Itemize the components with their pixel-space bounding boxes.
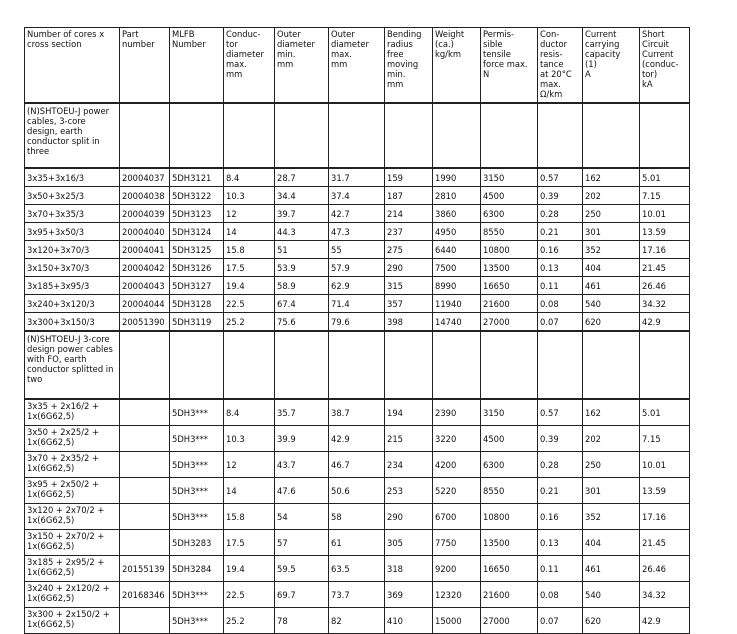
- table-row: [25, 205, 690, 223]
- resistance-cell: 0.57: [538, 168, 583, 187]
- resistance-cell: 0.07: [538, 608, 583, 634]
- conductor-diameter-cell: 15.8: [224, 504, 275, 530]
- table-row: [25, 313, 690, 332]
- short-circuit-cell: 5.01: [640, 168, 690, 187]
- table-row: [25, 530, 690, 556]
- part-number-cell: 20004039: [120, 205, 170, 223]
- bending-radius-cell: 398: [385, 313, 433, 332]
- weight-cell: 12320: [433, 582, 481, 608]
- mlfb-cell: 5DH3***: [170, 399, 224, 426]
- weight-cell: 6440: [433, 241, 481, 259]
- weight-cell: 2810: [433, 187, 481, 205]
- short-circuit-cell: 26.46: [640, 556, 690, 582]
- outer-max-cell: 62.9: [329, 277, 385, 295]
- bending-radius-cell: 237: [385, 223, 433, 241]
- table-row: [25, 277, 690, 295]
- weight-cell: 9200: [433, 556, 481, 582]
- cores-cell: 3x50+3x25/3: [25, 187, 120, 205]
- outer-min-cell: 59.5: [275, 556, 329, 582]
- part-number-cell: [120, 530, 170, 556]
- resistance-cell: 0.07: [538, 313, 583, 332]
- current-capacity-cell: 162: [583, 399, 640, 426]
- outer-max-cell: 82: [329, 608, 385, 634]
- header-mlfb-number: MLFB Number: [170, 28, 224, 104]
- current-capacity-cell: 461: [583, 277, 640, 295]
- short-circuit-cell: 26.46: [640, 277, 690, 295]
- cores-cell: 3x35+3x16/3: [25, 168, 120, 187]
- conductor-diameter-cell: 14: [224, 223, 275, 241]
- outer-max-cell: 79.6: [329, 313, 385, 332]
- bending-radius-cell: 290: [385, 259, 433, 277]
- cores-cell: 3x300 + 2x150/2 + 1x(6G62,5): [25, 608, 120, 634]
- resistance-cell: 0.13: [538, 259, 583, 277]
- outer-max-cell: 58: [329, 504, 385, 530]
- resistance-cell: 0.21: [538, 478, 583, 504]
- bending-radius-cell: 305: [385, 530, 433, 556]
- resistance-cell: 0.21: [538, 223, 583, 241]
- cores-cell: 3x240+3x120/3: [25, 295, 120, 313]
- cores-cell: 3x70 + 2x35/2 + 1x(6G62,5): [25, 452, 120, 478]
- cores-cell: 3x300+3x150/3: [25, 313, 120, 332]
- bending-radius-cell: 234: [385, 452, 433, 478]
- table-row: [25, 399, 690, 426]
- weight-cell: 4950: [433, 223, 481, 241]
- outer-min-cell: 35.7: [275, 399, 329, 426]
- mlfb-cell: 5DH3***: [170, 426, 224, 452]
- outer-max-cell: 73.7: [329, 582, 385, 608]
- mlfb-cell: 5DH3***: [170, 478, 224, 504]
- tensile-force-cell: 13500: [481, 530, 538, 556]
- current-capacity-cell: 620: [583, 313, 640, 332]
- part-number-cell: 20004041: [120, 241, 170, 259]
- short-circuit-cell: 5.01: [640, 399, 690, 426]
- part-number-cell: 20004040: [120, 223, 170, 241]
- weight-cell: 1990: [433, 168, 481, 187]
- resistance-cell: 0.11: [538, 277, 583, 295]
- cable-spec-document: [24, 27, 690, 634]
- mlfb-cell: 5DH3284: [170, 556, 224, 582]
- outer-max-cell: 47.3: [329, 223, 385, 241]
- current-capacity-cell: 404: [583, 530, 640, 556]
- weight-cell: 7500: [433, 259, 481, 277]
- cores-cell: 3x185 + 2x95/2 + 1x(6G62,5): [25, 556, 120, 582]
- tensile-force-cell: 6300: [481, 205, 538, 223]
- cores-cell: 3x50 + 2x25/2 + 1x(6G62,5): [25, 426, 120, 452]
- bending-radius-cell: 187: [385, 187, 433, 205]
- current-capacity-cell: 352: [583, 504, 640, 530]
- weight-cell: 8990: [433, 277, 481, 295]
- outer-min-cell: 57: [275, 530, 329, 556]
- current-capacity-cell: 162: [583, 168, 640, 187]
- resistance-cell: 0.28: [538, 452, 583, 478]
- table-row: [25, 295, 690, 313]
- current-capacity-cell: 540: [583, 582, 640, 608]
- outer-min-cell: 34.4: [275, 187, 329, 205]
- cores-cell: 3x70+3x35/3: [25, 205, 120, 223]
- weight-cell: 14740: [433, 313, 481, 332]
- current-capacity-cell: 461: [583, 556, 640, 582]
- table-row: [25, 582, 690, 608]
- tensile-force-cell: 3150: [481, 168, 538, 187]
- part-number-cell: 20051390: [120, 313, 170, 332]
- tensile-force-cell: 16650: [481, 277, 538, 295]
- mlfb-cell: 5DH3122: [170, 187, 224, 205]
- header-conductor-diameter: Conduc- tor diameter max. mm: [224, 28, 275, 104]
- outer-min-cell: 28.7: [275, 168, 329, 187]
- header-cores-cross-section: Number of cores x cross section: [25, 28, 120, 104]
- section-title: (N)SHTOEU-J power cables, 3-core design, earth conductor split in three: [25, 103, 120, 168]
- cores-cell: 3x95 + 2x50/2 + 1x(6G62,5): [25, 478, 120, 504]
- short-circuit-cell: 7.15: [640, 187, 690, 205]
- tensile-force-cell: 13500: [481, 259, 538, 277]
- section-title: (N)SHTOEU-J 3-core design power cables with FO, earth conductor splitted in two: [25, 331, 120, 399]
- tensile-force-cell: 27000: [481, 313, 538, 332]
- section-header-row: [25, 331, 690, 399]
- resistance-cell: 0.57: [538, 399, 583, 426]
- outer-min-cell: 69.7: [275, 582, 329, 608]
- conductor-diameter-cell: 10.3: [224, 187, 275, 205]
- part-number-cell: 20004038: [120, 187, 170, 205]
- outer-max-cell: 38.7: [329, 399, 385, 426]
- table-row: [25, 168, 690, 187]
- bending-radius-cell: 214: [385, 205, 433, 223]
- outer-max-cell: 46.7: [329, 452, 385, 478]
- table-row: [25, 223, 690, 241]
- resistance-cell: 0.16: [538, 241, 583, 259]
- weight-cell: 3860: [433, 205, 481, 223]
- bending-radius-cell: 253: [385, 478, 433, 504]
- short-circuit-cell: 7.15: [640, 426, 690, 452]
- weight-cell: 5220: [433, 478, 481, 504]
- cores-cell: 3x150 + 2x70/2 + 1x(6G62,5): [25, 530, 120, 556]
- short-circuit-cell: 13.59: [640, 478, 690, 504]
- outer-min-cell: 75.6: [275, 313, 329, 332]
- current-capacity-cell: 540: [583, 295, 640, 313]
- cores-cell: 3x95+3x50/3: [25, 223, 120, 241]
- conductor-diameter-cell: 12: [224, 205, 275, 223]
- tensile-force-cell: 21600: [481, 295, 538, 313]
- tensile-force-cell: 10800: [481, 241, 538, 259]
- bending-radius-cell: 290: [385, 504, 433, 530]
- tensile-force-cell: 8550: [481, 478, 538, 504]
- part-number-cell: 20155139: [120, 556, 170, 582]
- current-capacity-cell: 301: [583, 478, 640, 504]
- tensile-force-cell: 16650: [481, 556, 538, 582]
- tensile-force-cell: 3150: [481, 399, 538, 426]
- header-short-circuit-current: Short Circuit Current (conduc- tor) kA: [640, 28, 690, 104]
- mlfb-cell: 5DH3125: [170, 241, 224, 259]
- cores-cell: 3x35 + 2x16/2 + 1x(6G62,5): [25, 399, 120, 426]
- short-circuit-cell: 34.32: [640, 295, 690, 313]
- header-tensile-force: Permis- sible tensile force max. N: [481, 28, 538, 104]
- cable-spec-table: [24, 27, 690, 634]
- part-number-cell: [120, 399, 170, 426]
- current-capacity-cell: 620: [583, 608, 640, 634]
- cores-cell: 3x120 + 2x70/2 + 1x(6G62,5): [25, 504, 120, 530]
- part-number-cell: 20004043: [120, 277, 170, 295]
- part-number-cell: 20168346: [120, 582, 170, 608]
- short-circuit-cell: 10.01: [640, 452, 690, 478]
- conductor-diameter-cell: 25.2: [224, 608, 275, 634]
- cores-cell: 3x185+3x95/3: [25, 277, 120, 295]
- resistance-cell: 0.08: [538, 295, 583, 313]
- conductor-diameter-cell: 25.2: [224, 313, 275, 332]
- table-row: [25, 504, 690, 530]
- mlfb-cell: 5DH3283: [170, 530, 224, 556]
- resistance-cell: 0.13: [538, 530, 583, 556]
- bending-radius-cell: 315: [385, 277, 433, 295]
- outer-max-cell: 42.9: [329, 426, 385, 452]
- cores-cell: 3x120+3x70/3: [25, 241, 120, 259]
- conductor-diameter-cell: 22.5: [224, 582, 275, 608]
- short-circuit-cell: 21.45: [640, 530, 690, 556]
- mlfb-cell: 5DH3***: [170, 582, 224, 608]
- outer-min-cell: 67.4: [275, 295, 329, 313]
- header-current-capacity: Current carrying capacity (1) A: [583, 28, 640, 104]
- weight-cell: 7750: [433, 530, 481, 556]
- table-row: [25, 452, 690, 478]
- header-outer-diameter-max: Outer diameter max. mm: [329, 28, 385, 104]
- header-bending-radius: Bending radius free moving min. mm: [385, 28, 433, 104]
- outer-max-cell: 50.6: [329, 478, 385, 504]
- outer-min-cell: 54: [275, 504, 329, 530]
- conductor-diameter-cell: 22.5: [224, 295, 275, 313]
- mlfb-cell: 5DH3***: [170, 608, 224, 634]
- weight-cell: 15000: [433, 608, 481, 634]
- mlfb-cell: 5DH3127: [170, 277, 224, 295]
- conductor-diameter-cell: 14: [224, 478, 275, 504]
- current-capacity-cell: 250: [583, 452, 640, 478]
- table-row: [25, 426, 690, 452]
- weight-cell: 2390: [433, 399, 481, 426]
- current-capacity-cell: 202: [583, 187, 640, 205]
- conductor-diameter-cell: 8.4: [224, 168, 275, 187]
- outer-max-cell: 55: [329, 241, 385, 259]
- weight-cell: 6700: [433, 504, 481, 530]
- conductor-diameter-cell: 19.4: [224, 556, 275, 582]
- bending-radius-cell: 410: [385, 608, 433, 634]
- header-outer-diameter-min: Outer diameter min. mm: [275, 28, 329, 104]
- conductor-diameter-cell: 8.4: [224, 399, 275, 426]
- tensile-force-cell: 6300: [481, 452, 538, 478]
- tensile-force-cell: 4500: [481, 187, 538, 205]
- short-circuit-cell: 13.59: [640, 223, 690, 241]
- table-body: [25, 103, 690, 634]
- outer-min-cell: 58.9: [275, 277, 329, 295]
- resistance-cell: 0.08: [538, 582, 583, 608]
- outer-max-cell: 71.4: [329, 295, 385, 313]
- short-circuit-cell: 17.16: [640, 241, 690, 259]
- current-capacity-cell: 404: [583, 259, 640, 277]
- resistance-cell: 0.16: [538, 504, 583, 530]
- bending-radius-cell: 369: [385, 582, 433, 608]
- header-row: [25, 28, 690, 104]
- bending-radius-cell: 159: [385, 168, 433, 187]
- mlfb-cell: 5DH3***: [170, 504, 224, 530]
- table-row: [25, 556, 690, 582]
- part-number-cell: 20004042: [120, 259, 170, 277]
- part-number-cell: [120, 504, 170, 530]
- bending-radius-cell: 194: [385, 399, 433, 426]
- current-capacity-cell: 352: [583, 241, 640, 259]
- conductor-diameter-cell: 10.3: [224, 426, 275, 452]
- weight-cell: 3220: [433, 426, 481, 452]
- short-circuit-cell: 42.9: [640, 608, 690, 634]
- weight-cell: 4200: [433, 452, 481, 478]
- bending-radius-cell: 357: [385, 295, 433, 313]
- table-row: [25, 259, 690, 277]
- part-number-cell: [120, 452, 170, 478]
- tensile-force-cell: 10800: [481, 504, 538, 530]
- resistance-cell: 0.28: [538, 205, 583, 223]
- header-part-number: Part number: [120, 28, 170, 104]
- current-capacity-cell: 301: [583, 223, 640, 241]
- outer-min-cell: 78: [275, 608, 329, 634]
- outer-min-cell: 47.6: [275, 478, 329, 504]
- conductor-diameter-cell: 19.4: [224, 277, 275, 295]
- outer-min-cell: 39.9: [275, 426, 329, 452]
- outer-min-cell: 44.3: [275, 223, 329, 241]
- mlfb-cell: 5DH3126: [170, 259, 224, 277]
- bending-radius-cell: 275: [385, 241, 433, 259]
- outer-max-cell: 57.9: [329, 259, 385, 277]
- resistance-cell: 0.39: [538, 426, 583, 452]
- table-row: [25, 187, 690, 205]
- short-circuit-cell: 34.32: [640, 582, 690, 608]
- tensile-force-cell: 4500: [481, 426, 538, 452]
- conductor-diameter-cell: 12: [224, 452, 275, 478]
- outer-max-cell: 63.5: [329, 556, 385, 582]
- weight-cell: 11940: [433, 295, 481, 313]
- outer-max-cell: 42.7: [329, 205, 385, 223]
- table-row: [25, 241, 690, 259]
- resistance-cell: 0.11: [538, 556, 583, 582]
- conductor-diameter-cell: 15.8: [224, 241, 275, 259]
- tensile-force-cell: 27000: [481, 608, 538, 634]
- mlfb-cell: 5DH3124: [170, 223, 224, 241]
- bending-radius-cell: 215: [385, 426, 433, 452]
- resistance-cell: 0.39: [538, 187, 583, 205]
- outer-min-cell: 43.7: [275, 452, 329, 478]
- section-header-row: [25, 103, 690, 168]
- header-conductor-resistance: Con- ductor resis- tance at 20°C max. Ω/km: [538, 28, 583, 104]
- cores-cell: 3x240 + 2x120/2 + 1x(6G62,5): [25, 582, 120, 608]
- mlfb-cell: 5DH3119: [170, 313, 224, 332]
- tensile-force-cell: 8550: [481, 223, 538, 241]
- conductor-diameter-cell: 17.5: [224, 259, 275, 277]
- cores-cell: 3x150+3x70/3: [25, 259, 120, 277]
- header-weight: Weight (ca.) kg/km: [433, 28, 481, 104]
- short-circuit-cell: 42.9: [640, 313, 690, 332]
- table-row: [25, 478, 690, 504]
- conductor-diameter-cell: 17.5: [224, 530, 275, 556]
- current-capacity-cell: 250: [583, 205, 640, 223]
- mlfb-cell: 5DH3121: [170, 168, 224, 187]
- short-circuit-cell: 17.16: [640, 504, 690, 530]
- part-number-cell: [120, 426, 170, 452]
- outer-min-cell: 51: [275, 241, 329, 259]
- part-number-cell: [120, 478, 170, 504]
- tensile-force-cell: 21600: [481, 582, 538, 608]
- outer-min-cell: 39.7: [275, 205, 329, 223]
- short-circuit-cell: 21.45: [640, 259, 690, 277]
- part-number-cell: 20004037: [120, 168, 170, 187]
- outer-max-cell: 61: [329, 530, 385, 556]
- bending-radius-cell: 318: [385, 556, 433, 582]
- mlfb-cell: 5DH3128: [170, 295, 224, 313]
- mlfb-cell: 5DH3***: [170, 452, 224, 478]
- mlfb-cell: 5DH3123: [170, 205, 224, 223]
- part-number-cell: 20004044: [120, 295, 170, 313]
- outer-max-cell: 31.7: [329, 168, 385, 187]
- current-capacity-cell: 202: [583, 426, 640, 452]
- outer-max-cell: 37.4: [329, 187, 385, 205]
- outer-min-cell: 53.9: [275, 259, 329, 277]
- short-circuit-cell: 10.01: [640, 205, 690, 223]
